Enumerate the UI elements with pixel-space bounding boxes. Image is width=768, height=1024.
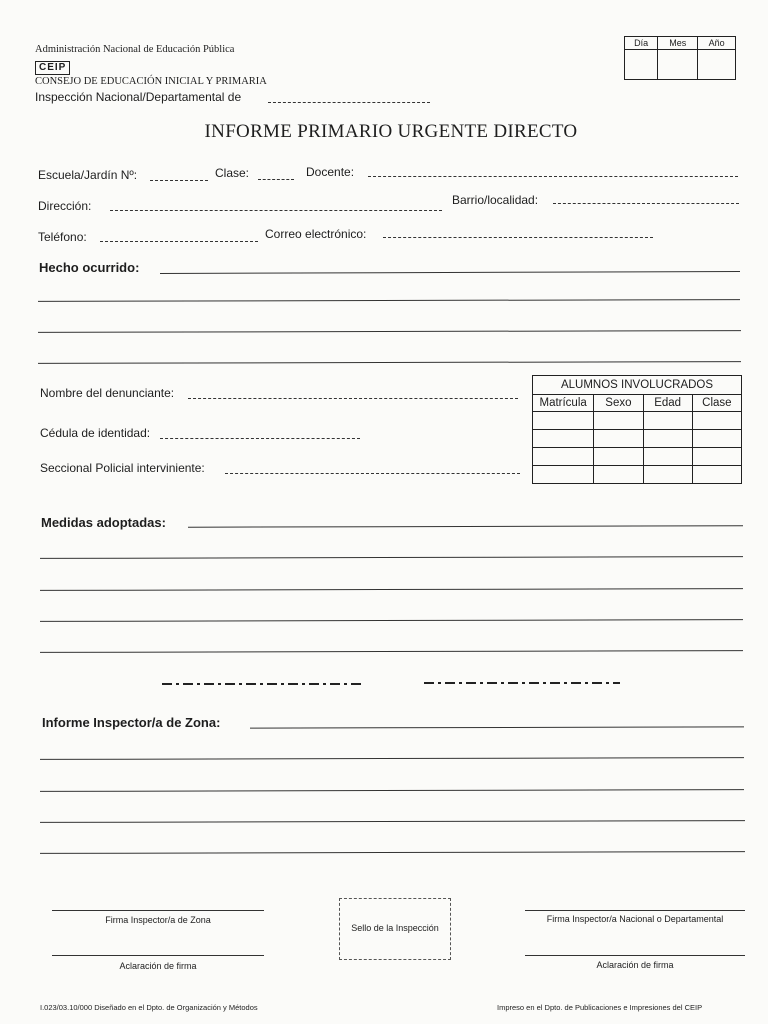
barrio-label: Barrio/localidad: (452, 193, 539, 207)
telefono-field[interactable] (100, 241, 258, 242)
cedula-label: Cédula de identidad: (40, 426, 151, 440)
alumnos-row (533, 430, 742, 448)
alumnos-cell[interactable] (692, 448, 741, 466)
alumnos-cell[interactable] (533, 412, 594, 430)
year-cell[interactable] (698, 50, 736, 80)
alumnos-cell[interactable] (594, 466, 643, 484)
alumnos-cell[interactable] (643, 448, 692, 466)
hecho-line-2[interactable] (38, 299, 740, 302)
docente-field[interactable] (368, 176, 738, 177)
admin-name: Administración Nacional de Educación Pública (35, 44, 235, 55)
alumnos-cell[interactable] (594, 448, 643, 466)
alumnos-table (532, 375, 742, 484)
informe-inspector-label: Informe Inspector/a de Zona: (42, 715, 221, 730)
correo-label: Correo electrónico: (265, 227, 367, 241)
denunciante-label: Nombre del denunciante: (40, 386, 175, 400)
medidas-line-2[interactable] (40, 556, 743, 559)
col-matricula: Matrícula (533, 395, 594, 412)
dash-dot-separator (162, 680, 622, 688)
docente-label: Docente: (306, 165, 355, 179)
alumnos-cell[interactable] (692, 412, 741, 430)
clase-label: Clase: (215, 166, 250, 180)
seccional-field[interactable] (225, 473, 520, 474)
alumnos-title: ALUMNOS INVOLUCRADOS (533, 376, 742, 395)
alumnos-cell[interactable] (533, 430, 594, 448)
alumnos-cell[interactable] (594, 412, 643, 430)
escuela-label: Escuela/Jardín Nº: (38, 168, 138, 182)
day-cell[interactable] (625, 50, 658, 80)
alumnos-cell[interactable] (692, 430, 741, 448)
footer-left: I.023/03.10/000 Diseñado en el Dpto. de Organización y Métodos (40, 1003, 258, 1012)
inspeccion-field[interactable] (268, 102, 430, 103)
col-clase: Clase (692, 395, 741, 412)
aclaracion-left-line[interactable] (52, 955, 264, 956)
barrio-field[interactable] (553, 203, 739, 204)
medidas-line-1[interactable] (188, 525, 743, 527)
denunciante-field[interactable] (188, 398, 518, 399)
hecho-line-3[interactable] (38, 330, 741, 333)
medidas-line-4[interactable] (40, 619, 743, 622)
clase-field[interactable] (258, 179, 294, 180)
aclaracion-right-line[interactable] (525, 955, 745, 956)
year-header: Año (698, 37, 736, 50)
day-header: Día (625, 37, 658, 50)
informe-line-1[interactable] (250, 726, 744, 728)
direccion-label: Dirección: (38, 199, 92, 213)
medidas-line-5[interactable] (40, 650, 743, 653)
telefono-label: Teléfono: (38, 230, 87, 244)
alumnos-cell[interactable] (643, 466, 692, 484)
alumnos-row (533, 448, 742, 466)
ceip-logo: CEIP (35, 61, 70, 75)
alumnos-cell[interactable] (533, 466, 594, 484)
alumnos-cell[interactable] (594, 430, 643, 448)
alumnos-cell[interactable] (692, 466, 741, 484)
firma-nacional-label: Firma Inspector/a Nacional o Departamental (546, 914, 724, 924)
alumnos-cell[interactable] (643, 430, 692, 448)
alumnos-row (533, 412, 742, 430)
aclaracion-left-label: Aclaración de firma (119, 961, 197, 971)
month-header: Mes (658, 37, 698, 50)
inspeccion-label: Inspección Nacional/Departamental de (35, 90, 242, 104)
informe-line-5[interactable] (40, 851, 745, 854)
medidas-label: Medidas adoptadas: (41, 515, 166, 530)
month-cell[interactable] (658, 50, 698, 80)
informe-line-4[interactable] (40, 820, 745, 823)
firma-nacional-line[interactable] (525, 910, 745, 911)
correo-field[interactable] (383, 237, 653, 238)
alumnos-row (533, 466, 742, 484)
direccion-field[interactable] (110, 210, 442, 211)
page-title: INFORME PRIMARIO URGENTE DIRECTO (204, 121, 578, 142)
firma-zona-line[interactable] (52, 910, 264, 911)
hecho-label: Hecho ocurrido: (39, 260, 140, 275)
alumnos-cell[interactable] (643, 412, 692, 430)
cedula-field[interactable] (160, 438, 360, 439)
col-edad: Edad (643, 395, 692, 412)
escuela-field[interactable] (150, 180, 208, 181)
hecho-line-4[interactable] (38, 361, 741, 364)
medidas-line-3[interactable] (40, 588, 743, 591)
seccional-label: Seccional Policial interviniente: (40, 461, 205, 475)
sello-label: Sello de la Inspección (351, 923, 439, 933)
sello-box (339, 898, 451, 960)
col-sexo: Sexo (594, 395, 643, 412)
informe-line-2[interactable] (40, 757, 744, 760)
informe-line-3[interactable] (40, 789, 744, 792)
date-box (624, 36, 736, 80)
footer-right: Impreso en el Dpto. de Publicaciones e Impresiones del CEIP (497, 1003, 703, 1012)
consejo-name: CONSEJO DE EDUCACIÓN INICIAL Y PRIMARIA (35, 76, 267, 87)
aclaracion-right-label: Aclaración de firma (596, 960, 674, 970)
hecho-line-1[interactable] (160, 271, 740, 274)
firma-zona-label: Firma Inspector/a de Zona (105, 915, 211, 925)
alumnos-cell[interactable] (533, 448, 594, 466)
